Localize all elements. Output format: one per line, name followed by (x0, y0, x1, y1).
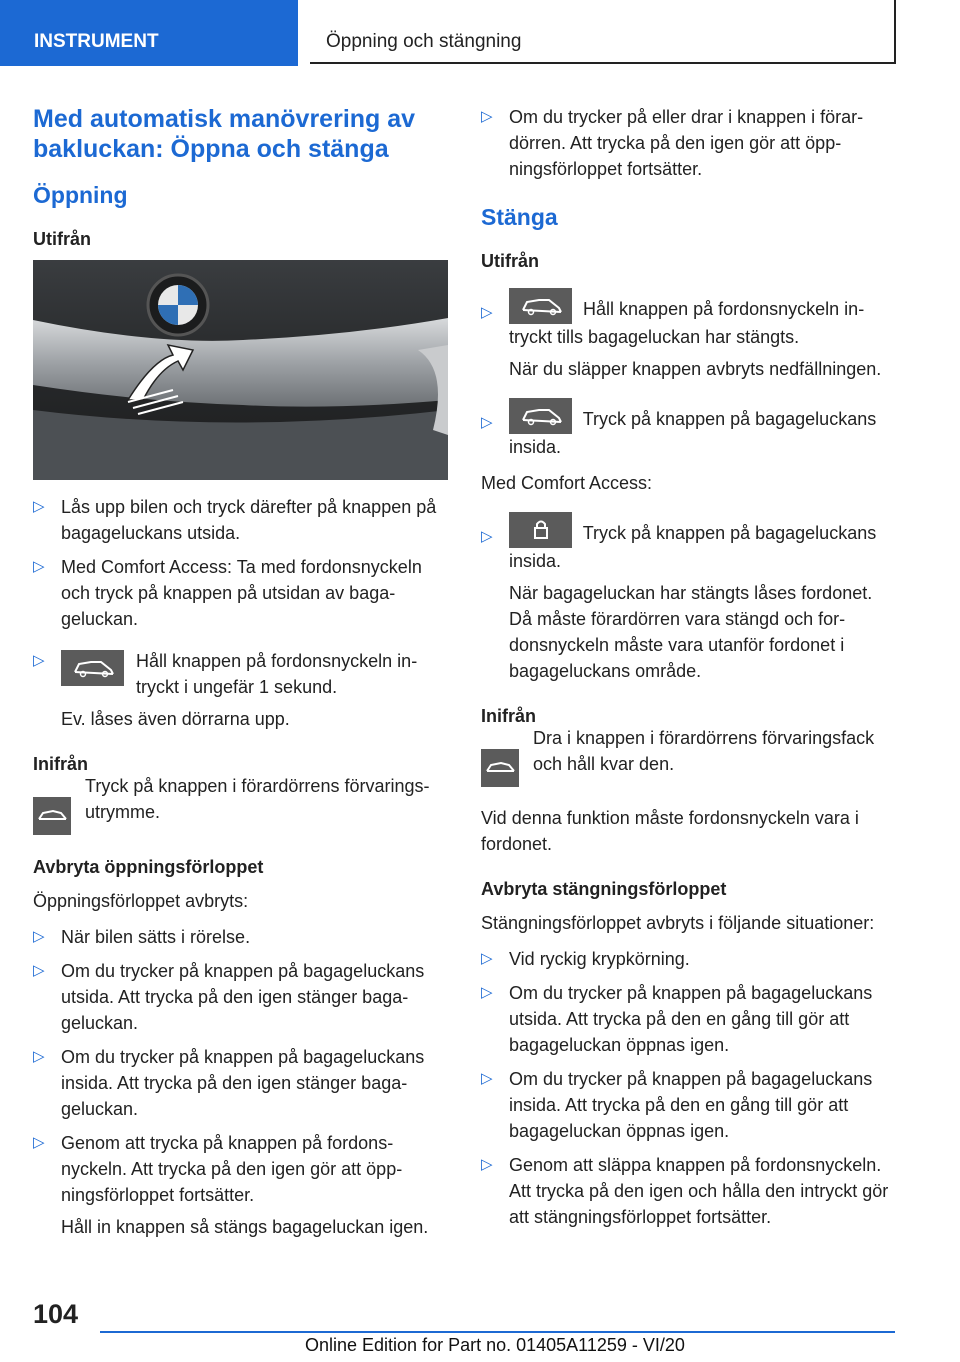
tailgate-key-button-icon (509, 288, 572, 324)
main-heading: Med automatisk manövrering av bakluckan: Öppna och stänga (33, 105, 416, 163)
list-item: ▷ Genom att trycka på knappen på fordonsnyckeln. Att trycka på den igen gör att öppningsförloppet fortsätter. Håll in knappen så stängs bagageluckan igen. (33, 1130, 449, 1240)
comfort-bullets (481, 512, 897, 684)
inside-close-instruction: Dra i knappen i förardörrens förvaringsfack och håll kvar den. (481, 725, 897, 787)
triangle-bullet-icon: ▷ (481, 1156, 493, 1173)
triangle-bullet-icon: ▷ (33, 1134, 45, 1151)
tailgate-photo (33, 260, 448, 480)
label-inside: Inifrån (33, 754, 89, 774)
subheading-closing: Stänga (481, 204, 558, 230)
abort-opening-bullets (33, 924, 449, 1240)
tailgate-door-button-icon (481, 749, 519, 787)
triangle-bullet-icon: ▷ (481, 528, 493, 545)
close-note: När du släpper knappen avbryts nedfällningen. (509, 359, 882, 379)
tailgate-door-button-icon (33, 797, 71, 835)
chapter-title: Öppning och stängning (310, 0, 896, 64)
section-tab: INSTRUMENT (0, 0, 298, 66)
triangle-bullet-icon: ▷ (33, 1048, 45, 1065)
list-item: ▷ Håll knappen på fordonsnyckeln intryckt tills bagageluckan har stängts. När du släpper knappen avbryts nedfällningen. (481, 288, 897, 382)
subheading-opening: Öppning (33, 182, 128, 208)
list-item: ▷ Lås upp bilen och tryck därefter på knappen på bagageluckans utsida. (33, 494, 449, 546)
abort-closing-bullets (481, 946, 897, 1230)
triangle-bullet-icon: ▷ (481, 304, 493, 321)
opening-bullets-continued (481, 104, 897, 182)
tailgate-button-icon (509, 398, 572, 434)
triangle-bullet-icon: ▷ (33, 498, 45, 515)
triangle-bullet-icon: ▷ (33, 558, 45, 575)
comfort-note: När bagageluckan har stängts låses fordonet. Då måste förardörren vara stängd och fordonsnyckeln måste vara utanför fordonet i bagageluckans område. (509, 583, 873, 681)
triangle-bullet-icon: ▷ (481, 108, 493, 125)
page-header (0, 0, 960, 66)
list-item: ▷ Om du trycker på knappen på bagageluckans insida. Att trycka på den en gång till gör att bagageluckan öppnas igen. (481, 1066, 897, 1144)
opening-bullets (33, 494, 449, 732)
list-item (33, 648, 449, 732)
left-column (33, 100, 449, 1250)
lock-button-icon (509, 512, 572, 548)
list-item: ▷ Om du trycker på knappen på bagageluckans utsida. Att trycka på den en gång till gör att bagageluckan öppnas igen. (481, 980, 897, 1058)
triangle-bullet-icon: ▷ (481, 950, 493, 967)
list-item: ▷ Om du trycker på knappen på bagageluckans utsida. Att trycka på den igen stänger bagageluckan. (33, 958, 449, 1036)
tailgate-key-button-icon (61, 650, 124, 686)
triangle-bullet-icon: ▷ (481, 414, 493, 431)
triangle-bullet-icon: ▷ (481, 984, 493, 1001)
page-number: 104 (33, 1299, 79, 1329)
triangle-bullet-icon: ▷ (33, 928, 45, 945)
label-outside-close: Utifrån (481, 251, 539, 271)
triangle-bullet-icon: ▷ (481, 1070, 493, 1087)
key-instruction: Håll knappen på fordonsnyckeln intryckt i ungefär 1 sekund. (61, 648, 449, 700)
inside-close-note: Vid denna funktion måste fordonsnyckeln vara i fordonet. (481, 808, 859, 854)
triangle-bullet-icon: ▷ (33, 962, 45, 979)
list-item: ▷ Om du trycker på knappen på bagageluckans insida. Att trycka på den igen stänger bagageluckan. (33, 1044, 449, 1122)
key-note: Ev. låses även dörrarna upp. (61, 709, 290, 729)
abort-opening-intro: Öppningsförloppet avbryts: (33, 891, 249, 911)
edition-text: Online Edition for Part no. 01405A11259 - VI/20 (305, 1335, 685, 1355)
abort-closing-heading: Avbryta stängningsförloppet (481, 879, 727, 899)
list-item: ▷ Om du trycker på eller drar i knappen i förardörren. Att trycka på den igen gör att öppningsförloppet fortsätter. (481, 104, 897, 182)
list-item: ▷ Med Comfort Access: Ta med fordonsnyckeln och tryck på knappen på utsidan av bagageluckan. (33, 554, 449, 632)
list-item: ▷ Vid ryckig krypkörning. (481, 946, 897, 972)
inside-instruction: Tryck på knappen i förardörrens förvaringsutrymme. (33, 773, 449, 835)
list-item: ▷ Genom att släppa knappen på fordonsnyckeln. Att trycka på den igen och hålla den intryckt gör att stängningsförloppet fortsätter. (481, 1152, 897, 1230)
label-outside: Utifrån (33, 229, 91, 249)
abort-note: Håll in knappen så stängs bagageluckan igen. (61, 1217, 429, 1237)
abort-opening-heading: Avbryta öppningsförloppet (33, 857, 264, 877)
list-item: ▷ Tryck på knappen på bagageluckans insida. När bagageluckan har stängts låses fordonet. Då måste förardörren vara stängd och fordonsnyckeln måste vara utanför fordonet i bagageluckans område. (481, 512, 897, 684)
abort-closing-intro: Stängningsförloppet avbryts i följande situationer: (481, 913, 875, 933)
label-inside-close: Inifrån (481, 706, 537, 726)
right-column (481, 104, 897, 1240)
closing-bullets (481, 288, 897, 460)
comfort-access-label: Med Comfort Access: (481, 473, 653, 493)
triangle-bullet-icon: ▷ (33, 652, 45, 669)
list-item: ▷ När bilen sätts i rörelse. (33, 924, 449, 950)
list-item: ▷ Tryck på knappen på bagageluckans insida. (481, 398, 897, 460)
